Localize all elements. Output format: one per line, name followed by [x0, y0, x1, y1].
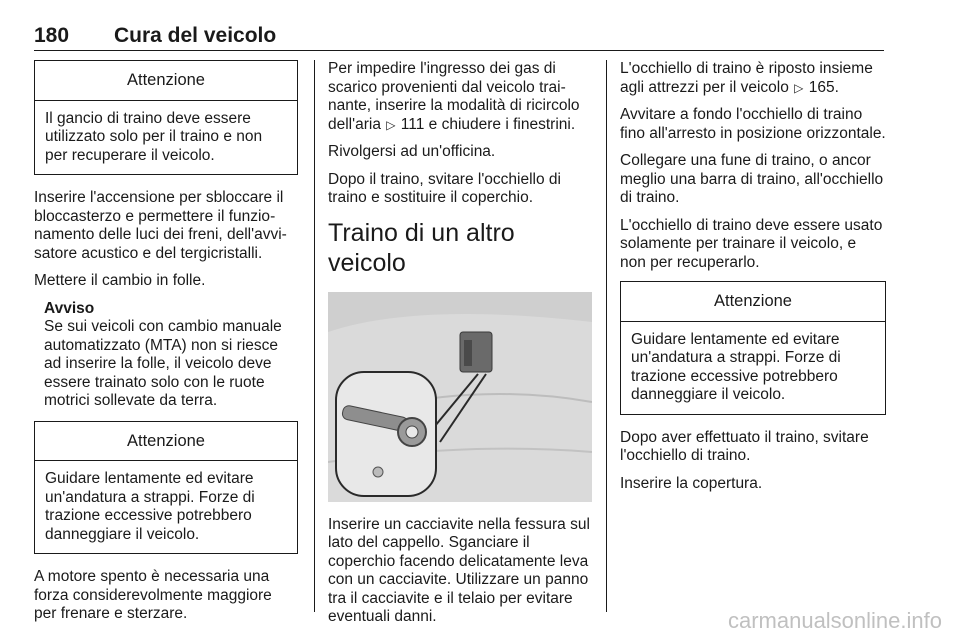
note-text: Se sui veicoli con cambio manuale automatizzato (MTA) non si riesce ad inserire la folle, il veicolo deve essere trainato solo con le ruote motrici sollevate da terra.: [44, 318, 282, 409]
caution-text: Guidare lentamente ed evitare un'andatura a strappi. Forze di trazione eccessive potrebbero danneggiare il veicolo.: [45, 470, 255, 543]
triangle-right-outline-icon: ▷: [386, 117, 396, 132]
caution-box: [620, 281, 886, 415]
paragraph-text: e chiudere i finestrini.: [428, 115, 576, 133]
paragraph: L'occhiello di traino deve essere usato solamente per trainare il veicolo, e non per recuperarlo.: [620, 216, 883, 271]
caution-title: Attenzione: [621, 282, 885, 322]
paragraph: Avvitare a fondo l'occhiello di traino fino all'arresto in posizione orizzontale.: [620, 106, 886, 142]
paragraph: A motore spento è necessaria una forza considerevolmente maggiore per frenare e sterzare.: [34, 568, 272, 622]
page-header: [34, 12, 884, 48]
column-divider-2: [606, 60, 607, 612]
paragraph-text: Per impedire l'ingresso dei gas di scarico provenienti dal veicolo trainante, inserire la modalità di ricircolo dell'aria: [328, 60, 580, 133]
tow-eye-drawing: [328, 292, 592, 502]
section-title: Traino di un altro veicolo: [328, 218, 515, 277]
column-divider-1: [314, 60, 315, 612]
paragraph-text: L'occhiello di traino è riposto insieme agli attrezzi per il veicolo: [620, 60, 873, 96]
caution-text: Il gancio di traino deve essere utilizzato solo per il traino e non per recuperare il veicolo.: [45, 109, 263, 164]
paragraph: Dopo aver effettuato il traino, svitare l'occhiello di traino.: [620, 428, 869, 464]
page-reference[interactable]: 165.: [808, 78, 839, 96]
paragraph: Collegare una fune di traino, o ancor meglio una barra di traino, all'occhiello di traino.: [620, 152, 884, 206]
paragraph: Inserire la copertura.: [620, 474, 763, 492]
page-reference[interactable]: 111: [400, 115, 425, 133]
caution-box: [34, 60, 298, 175]
paragraph: Dopo il traino, svitare l'occhiello di traino e sostituire il coperchio.: [328, 170, 561, 206]
triangle-right-outline-icon: ▷: [794, 80, 804, 95]
caution-text: Guidare lentamente ed evitare un'andatura a strappi. Forze di trazione eccessive potrebbero danneggiare il veicolo.: [631, 330, 841, 403]
paragraph: Inserire l'accensione per sbloccare il bloccasterzo e permettere il funzionamento delle luci dei freni, dell'avvisatore acustico e del tergicristalli.: [34, 189, 287, 262]
paragraph: Inserire un cacciavite nella fessura sul lato del cappello. Sganciare il coperchio facendo delicatamente leva con un cacciavite. Utilizzare un panno tra il cacciavite e il telaio per evitare eventuali danni.: [328, 515, 590, 625]
column-2: [328, 60, 592, 636]
caution-box: [34, 421, 298, 555]
watermark: carmanualsonline.info: [727, 608, 942, 633]
column-1: [34, 60, 298, 633]
paragraph: [620, 60, 886, 97]
paragraph: [328, 60, 592, 134]
column-3: [620, 60, 886, 502]
note-title: Avviso: [44, 299, 95, 317]
caution-title: Attenzione: [35, 61, 297, 101]
note-block: [34, 300, 298, 411]
paragraph: Mettere il cambio in folle.: [34, 272, 206, 289]
header-rule: [34, 50, 884, 51]
paragraph: Rivolgersi ad un'officina.: [328, 143, 496, 160]
caution-title: Attenzione: [35, 422, 297, 462]
page-number: 180: [34, 24, 70, 47]
page-title: Cura del veicolo: [114, 24, 277, 47]
tow-eye-illustration: [328, 292, 592, 502]
